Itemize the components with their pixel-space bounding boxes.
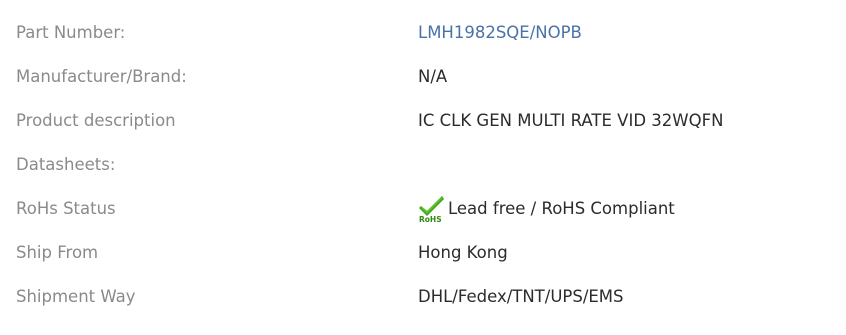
part-number-label: Part Number: xyxy=(16,23,126,42)
spec-row-product-description xyxy=(0,106,846,136)
rohs-status-label: RoHs Status xyxy=(16,199,116,218)
product-description-value: IC CLK GEN MULTI RATE VID 32WQFN xyxy=(418,111,724,130)
datasheets-label: Datasheets: xyxy=(16,155,116,174)
spec-row-part-number xyxy=(0,18,846,48)
rohs-check-icon xyxy=(418,194,446,222)
manufacturer-value: N/A xyxy=(418,67,448,86)
rohs-status-text: Lead free / RoHS Compliant xyxy=(448,199,675,218)
shipment-way-value: DHL/Fedex/TNT/UPS/EMS xyxy=(418,287,624,306)
rohs-status-value xyxy=(418,194,675,224)
ship-from-value: Hong Kong xyxy=(418,243,508,262)
ship-from-label: Ship From xyxy=(16,243,99,262)
part-number-link[interactable]: LMH1982SQE/NOPB xyxy=(418,23,582,42)
product-description-label: Product description xyxy=(16,111,176,130)
spec-row-shipment-way xyxy=(0,282,846,312)
rohs-icon-text: RoHS xyxy=(419,215,442,222)
spec-row-rohs-status xyxy=(0,194,846,224)
manufacturer-label: Manufacturer/Brand: xyxy=(16,67,187,86)
spec-row-ship-from xyxy=(0,238,846,268)
shipment-way-label: Shipment Way xyxy=(16,287,136,306)
spec-row-datasheets xyxy=(0,150,846,180)
spec-row-manufacturer xyxy=(0,62,846,92)
